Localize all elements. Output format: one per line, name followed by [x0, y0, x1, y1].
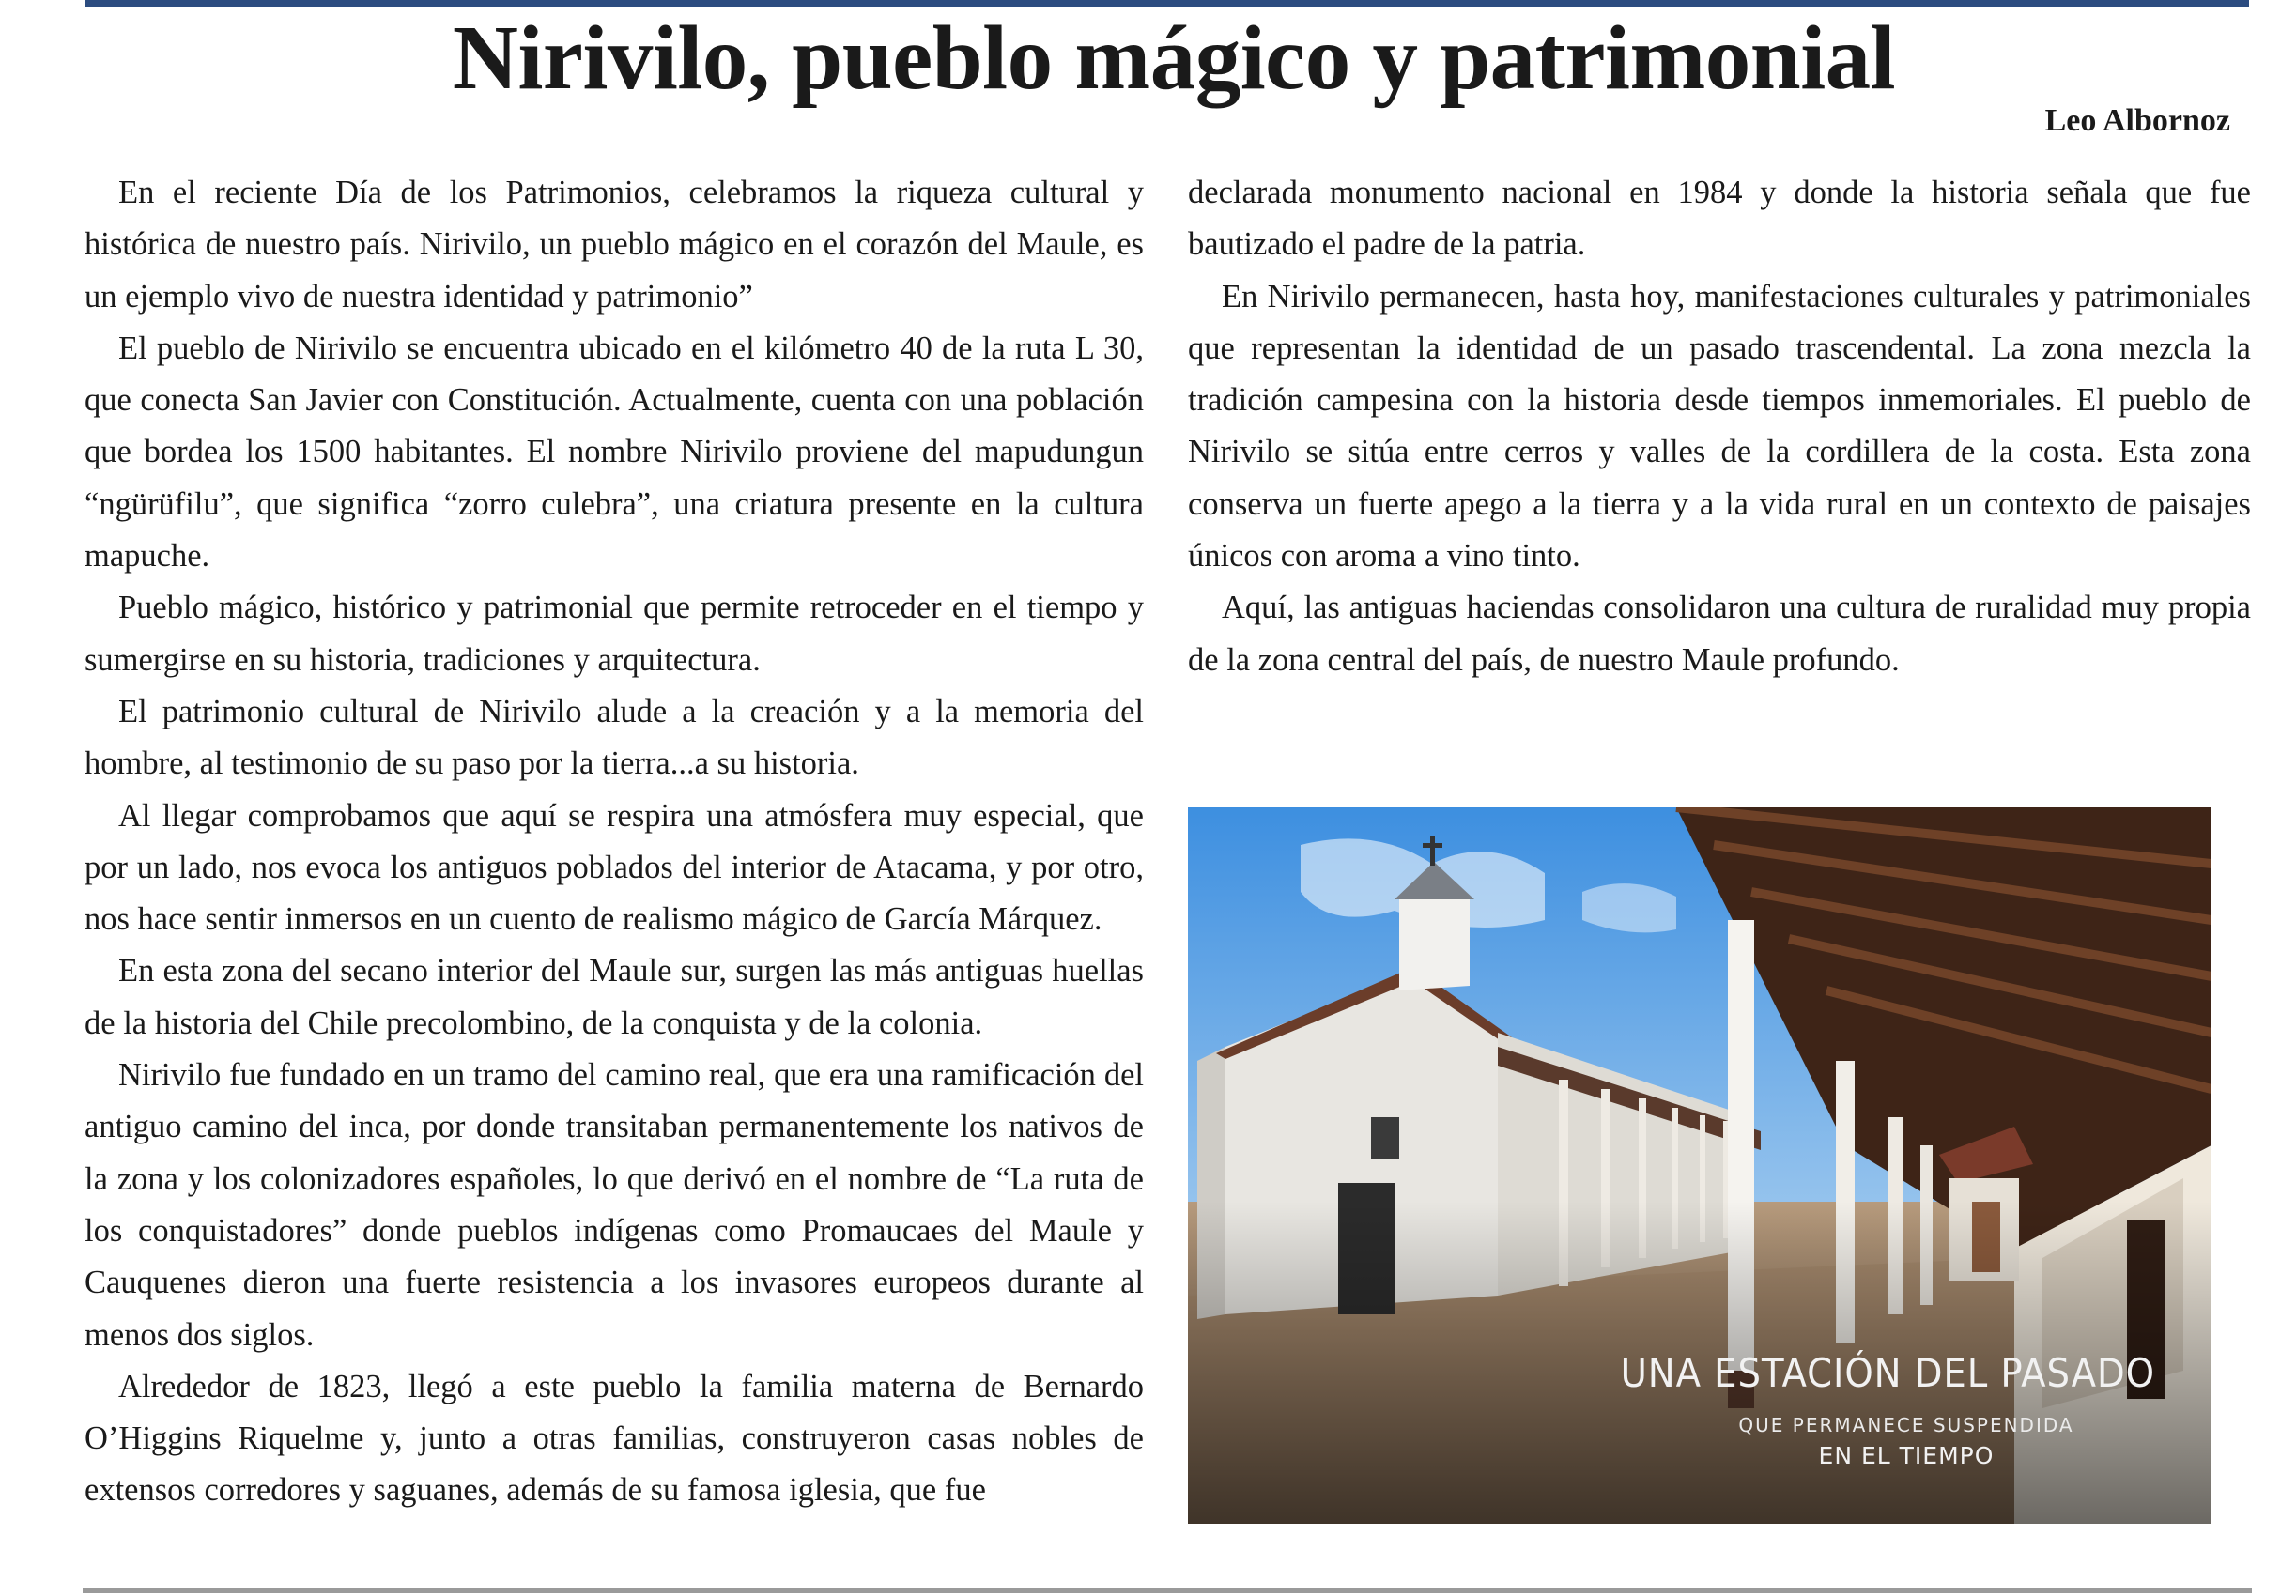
right-column [1188, 167, 2251, 686]
paragraph: Alrededor de 1823, llegó a este pueblo la familia materna de Bernardo O’Higgins Riquelme y, junto a otras familias, construyeron casas nobles de extensos corredores y saguanes, además de su famosa iglesia, que fue [85, 1368, 1144, 1509]
photo-caption-subtitle-2: EN EL TIEMPO [1818, 1442, 1995, 1469]
paragraph: En Nirivilo permanecen, hasta hoy, manifestaciones culturales y patrimoniales que representan la identidad de un pasado trascendental. La zona mezcla la tradición campesina con la historia desde tiempos inmemoriales. El pueblo de Nirivilo se sitúa entre cerros y valles de la cordillera de la costa. Esta zona conserva un fuerte apego a la tierra y a la vida rural en un contexto de paisajes únicos con aroma a vino tinto. [1188, 278, 2251, 575]
paragraph: En el reciente Día de los Patrimonios, celebramos la riqueza cultural y histórica de nuestro país. Nirivilo, un pueblo mágico en el corazón del Maule, es un ejemplo vivo de nuestra identidad y patrimonio” [85, 175, 1144, 315]
bottom-rule [83, 1588, 2252, 1593]
photo-caption-subtitle: QUE PERMANECE SUSPENDIDA [1738, 1414, 2074, 1436]
paragraph: Pueblo mágico, histórico y patrimonial que permite retroceder en el tiempo y sumergirse en su historia, tradiciones y arquitectura. [85, 590, 1144, 678]
paragraph: Nirivilo fue fundado en un tramo del camino real, que era una ramificación del antiguo camino del inca, por donde transitaban permanentemente los nativos de la zona y los colonizadores españoles, lo que derivó en el nombre de “La ruta de los conquistadores” donde pueblos indígenas como Promaucaes del Maule y Cauquenes dieron una fuerte resistencia a los invasores europeos durante al menos dos siglos. [85, 1057, 1144, 1353]
paragraph: El pueblo de Nirivilo se encuentra ubicado en el kilómetro 40 de la ruta L 30, que conecta San Javier con Constitución. Actualmente, cuenta con una población que bordea los 1500 habitantes. El nombre Nirivilo proviene del mapudungun “ngürüfilu”, que significa “zorro culebra”, una criatura presente en la cultura mapuche. [85, 330, 1144, 575]
church-photo [1188, 807, 2211, 1524]
paragraph: El patrimonio cultural de Nirivilo alude a la creación y a la memoria del hombre, al testimonio de su paso por la tierra...a su historia. [85, 693, 1144, 782]
author-byline: Leo Albornoz [2044, 103, 2230, 138]
paragraph: Al llegar comprobamos que aquí se respira una atmósfera muy especial, que por un lado, nos evoca los antiguos poblados del interior de Atacama, y por otro, nos hace sentir inmersos en un cuento de realismo mágico de García Márquez. [85, 797, 1144, 938]
article-title: Nirivilo, pueblo mágico y patrimonial [452, 8, 1896, 108]
paragraph: Aquí, las antiguas haciendas consolidaron una cultura de ruralidad muy propia de la zona central del país, de nuestro Maule profundo. [1188, 590, 2251, 678]
left-column [85, 167, 1144, 1517]
paragraph: En esta zona del secano interior del Maule sur, surgen las más antiguas huellas de la historia del Chile precolombino, de la conquista y de la colonia. [85, 953, 1144, 1041]
paragraph-continuation: declarada monumento nacional en 1984 y donde la historia señala que fue bautizado el padre de la patria. [1188, 175, 2251, 263]
photo-caption-title: UNA ESTACIÓN DEL PASADO [1620, 1350, 2155, 1396]
